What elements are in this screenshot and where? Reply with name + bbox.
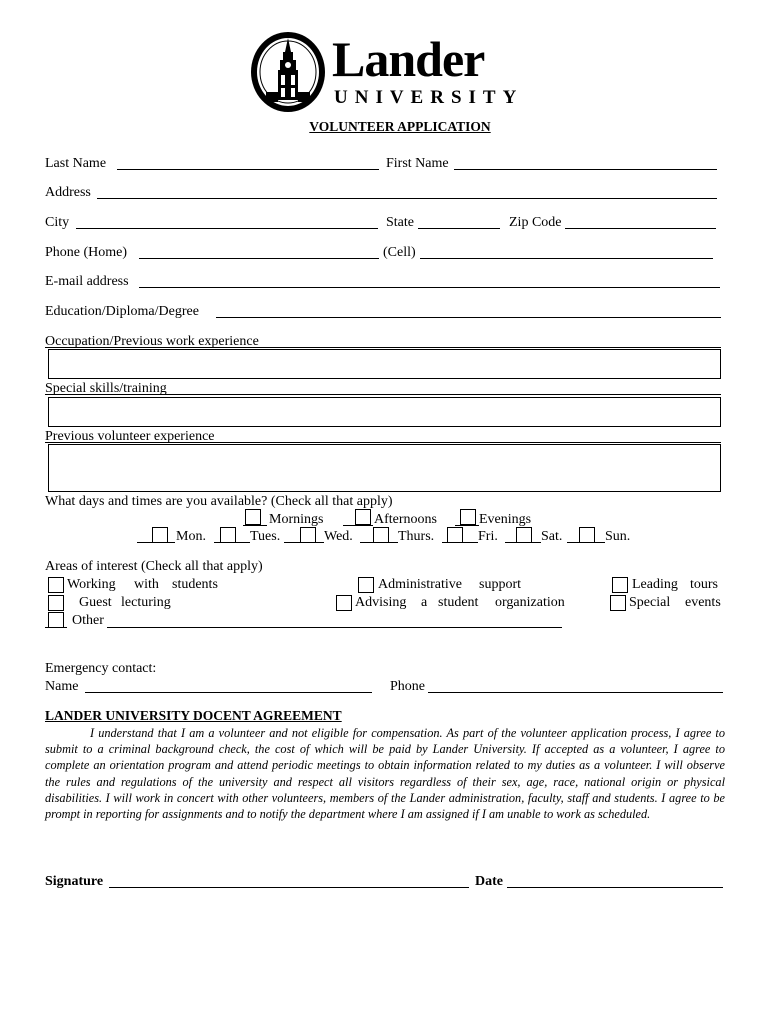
afternoons-blank bbox=[343, 525, 373, 526]
date-field[interactable] bbox=[507, 887, 723, 888]
last-name-label: Last Name bbox=[45, 156, 107, 171]
leading-tours-checkbox[interactable] bbox=[612, 577, 628, 593]
with-label: with bbox=[134, 577, 159, 592]
clock-tower-emblem-icon bbox=[250, 30, 330, 114]
emergency-phone-label: Phone bbox=[390, 679, 425, 694]
evenings-label: Evenings bbox=[479, 512, 532, 527]
evenings-blank bbox=[455, 525, 479, 526]
evenings-checkbox[interactable] bbox=[460, 509, 476, 525]
mon-label: Mon. bbox=[176, 529, 206, 544]
state-field[interactable] bbox=[418, 228, 500, 229]
page-title: VOLUNTEER APPLICATION bbox=[309, 119, 491, 134]
admin-label: Administrative bbox=[378, 577, 462, 592]
thurs-label: Thurs. bbox=[398, 529, 435, 544]
occupation-label-underline bbox=[45, 347, 721, 348]
phone-home-field[interactable] bbox=[139, 258, 379, 259]
organization-label: organization bbox=[495, 595, 565, 610]
skills-textbox[interactable] bbox=[48, 397, 721, 427]
emergency-name-field[interactable] bbox=[85, 692, 372, 693]
email-field[interactable] bbox=[139, 287, 720, 288]
occupation-label: Occupation/Previous work experience bbox=[45, 334, 259, 349]
mornings-checkbox[interactable] bbox=[245, 509, 261, 525]
emergency-heading: Emergency contact: bbox=[45, 661, 157, 676]
first-name-field[interactable] bbox=[454, 169, 717, 170]
last-name-field[interactable] bbox=[117, 169, 379, 170]
city-label: City bbox=[45, 215, 70, 230]
signature-field[interactable] bbox=[109, 887, 469, 888]
wed-checkbox[interactable] bbox=[300, 527, 316, 543]
address-field[interactable] bbox=[97, 198, 717, 199]
leading-label: Leading bbox=[632, 577, 678, 592]
student-label: student bbox=[438, 595, 479, 610]
zip-field[interactable] bbox=[565, 228, 716, 229]
sat-checkbox[interactable] bbox=[516, 527, 532, 543]
volunteer-exp-label: Previous volunteer experience bbox=[45, 429, 215, 444]
other-checkbox[interactable] bbox=[48, 612, 64, 628]
agreement-text: I understand that I am a volunteer and not eligible for compensation. As part of the volunteer application process, I agree to submit to a criminal background check, the cost of which will be paid by Lander University. If accepted as a volunteer, I agree to complete an orientation program and attend periodic meetings to obtain information related to my duties as a volunteer. I will observe the rules and regulations of the university and respect all visitors regardless of their sex, age, race, national origin or physical disabilities. I will work in concert with other volunteers, members of the Lander administration, faculty, staff and students. I agree to be prompt in reporting for assignments and to notify the department where I am assigned if I am unable to work as scheduled. bbox=[45, 726, 725, 822]
events-label: events bbox=[685, 595, 721, 610]
working-with-students-checkbox[interactable] bbox=[48, 577, 64, 593]
occupation-textbox[interactable] bbox=[48, 349, 721, 379]
volunteer-exp-label-underline bbox=[45, 442, 721, 443]
emergency-phone-field[interactable] bbox=[428, 692, 723, 693]
interests-question: Areas of interest (Check all that apply) bbox=[45, 559, 263, 574]
other-field[interactable] bbox=[107, 627, 562, 628]
wed-label: Wed. bbox=[324, 529, 353, 544]
signature-label: Signature bbox=[45, 874, 104, 889]
logo-wordmark: Lander bbox=[332, 31, 485, 87]
tues-checkbox[interactable] bbox=[220, 527, 236, 543]
advising-label: Advising bbox=[355, 595, 407, 610]
guest-lecturing-checkbox[interactable] bbox=[48, 595, 64, 611]
address-label: Address bbox=[45, 185, 91, 200]
state-label: State bbox=[386, 215, 414, 230]
mornings-label: Mornings bbox=[269, 512, 324, 527]
availability-question: What days and times are you available? (Check all that apply) bbox=[45, 494, 393, 509]
fri-checkbox[interactable] bbox=[447, 527, 463, 543]
afternoons-checkbox[interactable] bbox=[355, 509, 371, 525]
date-label: Date bbox=[475, 874, 503, 889]
support-label: support bbox=[479, 577, 521, 592]
mon-checkbox[interactable] bbox=[152, 527, 168, 543]
sun-checkbox[interactable] bbox=[579, 527, 595, 543]
volunteer-exp-textbox[interactable] bbox=[48, 444, 721, 492]
zip-label: Zip Code bbox=[509, 215, 562, 230]
thurs-checkbox[interactable] bbox=[373, 527, 389, 543]
working-label: Working bbox=[67, 577, 116, 592]
cell-field[interactable] bbox=[420, 258, 713, 259]
students-label: students bbox=[172, 577, 218, 592]
skills-label-underline bbox=[45, 394, 721, 395]
afternoons-label: Afternoons bbox=[374, 512, 437, 527]
phone-home-label: Phone (Home) bbox=[45, 245, 128, 260]
lecturing-label: lecturing bbox=[121, 595, 171, 610]
guest-label: Guest bbox=[79, 595, 112, 610]
a-label: a bbox=[421, 595, 428, 610]
sun-label: Sun. bbox=[605, 529, 631, 544]
logo bbox=[250, 30, 530, 114]
education-label: Education/Diploma/Degree bbox=[45, 304, 199, 319]
mornings-blank bbox=[243, 525, 267, 526]
fri-label: Fri. bbox=[478, 529, 498, 544]
skills-label: Special skills/training bbox=[45, 381, 167, 396]
first-name-label: First Name bbox=[386, 156, 449, 171]
other-label: Other bbox=[72, 613, 104, 628]
special-events-checkbox[interactable] bbox=[610, 595, 626, 611]
emergency-name-label: Name bbox=[45, 679, 79, 694]
special-label: Special bbox=[629, 595, 671, 610]
administrative-support-checkbox[interactable] bbox=[358, 577, 374, 593]
cell-label: (Cell) bbox=[383, 245, 416, 260]
sat-label: Sat. bbox=[541, 529, 563, 544]
city-field[interactable] bbox=[76, 228, 378, 229]
tours-label: tours bbox=[690, 577, 718, 592]
advising-organization-checkbox[interactable] bbox=[336, 595, 352, 611]
logo-subtitle: UNIVERSITY bbox=[334, 87, 524, 108]
email-label: E-mail address bbox=[45, 274, 129, 289]
education-field[interactable] bbox=[216, 317, 721, 318]
agreement-heading: LANDER UNIVERSITY DOCENT AGREEMENT bbox=[45, 708, 342, 723]
tues-label: Tues. bbox=[250, 529, 281, 544]
